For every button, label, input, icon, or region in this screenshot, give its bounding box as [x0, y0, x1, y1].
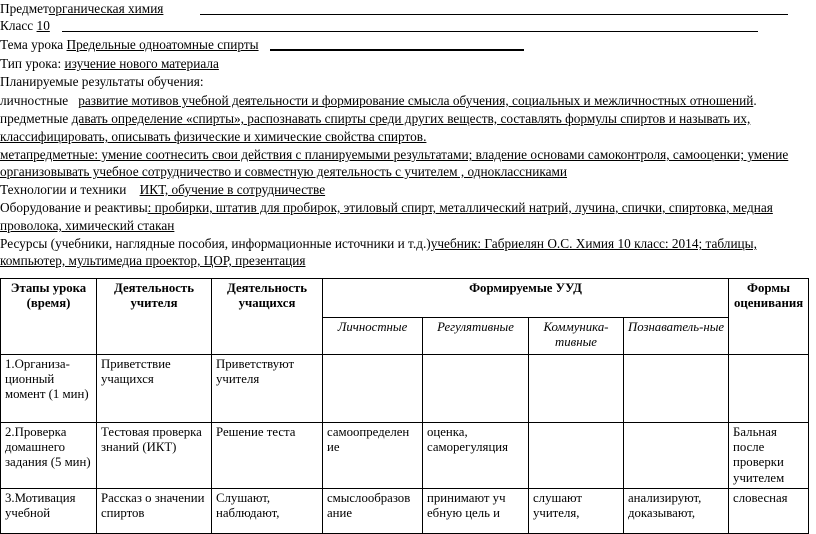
- cell-cognitive: [624, 423, 729, 489]
- meta-line1: [0, 146, 808, 163]
- cell-cognitive: анализируют, доказывают,: [624, 489, 729, 534]
- class-label: Класс: [0, 18, 34, 33]
- topic-value: Предельные одноатомные спирты: [66, 37, 259, 52]
- tech-label: Технологии и техники: [0, 182, 127, 197]
- cell-teacher: Тестовая проверка знаний (ИКТ): [97, 423, 212, 489]
- header-student-activity: Деятельность учащихся: [212, 279, 323, 355]
- resources-label: Ресурсы (учебники, наглядные пособия, информационные источники и т.д.): [0, 236, 431, 251]
- cell-teacher: Рассказ о значении спиртов: [97, 489, 212, 534]
- cell-stage: 2.Проверка домашнего задания (5 мин): [1, 423, 97, 489]
- cell-stage: 1.Организа-ционный момент (1 мин): [1, 355, 97, 423]
- tech-line: [0, 181, 808, 198]
- cell-cognitive: [624, 355, 729, 423]
- subject-label: Предмет: [0, 1, 49, 16]
- equip-text2: проволока, химический стакан: [0, 218, 175, 233]
- equip-line2: [0, 217, 808, 234]
- cell-personal: [323, 355, 423, 423]
- personal-value: развитие мотивов учебной деятельности и формирование смысла обучения, социальных и межличностных отношений: [78, 93, 754, 108]
- cell-regulatory: [423, 355, 529, 423]
- subject-fill-line: [200, 14, 788, 15]
- header-teacher-activity: Деятельность учителя: [97, 279, 212, 355]
- cell-communicative: [529, 355, 624, 423]
- equip-text1: : пробирки, штатив для пробирок, этиловый спирт, металлический натрий, лучина, спички, спиртовка, медная: [147, 200, 773, 215]
- resources-text2: компьютер, мультимедиа проектор, ЦОР, презентация: [0, 253, 306, 268]
- class-value: 10: [36, 18, 50, 33]
- header-assessment-forms: Формы оценивания: [729, 279, 809, 355]
- cell-regulatory: принимают уч ебную цель и: [423, 489, 529, 534]
- cell-students: Решение теста: [212, 423, 323, 489]
- cell-regulatory: оценка, саморегуляция: [423, 423, 529, 489]
- subject-results-line2: [0, 128, 808, 145]
- subject-results-text2: классифицировать, описывать физические и химические свойства спиртов.: [0, 129, 427, 144]
- table-row: [1, 355, 809, 423]
- cell-forms: Бальная после проверки учителем: [729, 423, 809, 489]
- equip-label: Оборудование и реактивы: [0, 200, 148, 215]
- topic-fill-line: [270, 49, 524, 51]
- header-stages: Этапы урока (время): [1, 279, 97, 355]
- cell-forms: [729, 355, 809, 423]
- table-row: [1, 423, 809, 489]
- subheader-communicative: Коммуника-тивные: [529, 318, 624, 355]
- personal-line: [0, 92, 808, 109]
- meta-line2: [0, 163, 808, 180]
- cell-teacher: Приветствие учащихся: [97, 355, 212, 423]
- equip-line1: [0, 199, 808, 216]
- cell-communicative: [529, 423, 624, 489]
- topic-label: Тема урока: [0, 37, 64, 52]
- subject-value: органическая химия: [48, 1, 164, 16]
- cell-personal: смыслообразов ание: [323, 489, 423, 534]
- cell-students: Приветствуют учителя: [212, 355, 323, 423]
- cell-personal: самоопределен ие: [323, 423, 423, 489]
- subject-results-line1: [0, 110, 808, 127]
- cell-communicative: слушают учителя,: [529, 489, 624, 534]
- meta-text1: метапредметные: умение соотнесить свои действия с планируемыми результатами; владение основами самоконтроля, самооценки; умение: [0, 147, 789, 162]
- header-uud: Формируемые УУД: [323, 279, 729, 318]
- resources-line1: [0, 235, 808, 252]
- personal-label: личностные: [0, 93, 69, 108]
- personal-end: .: [753, 93, 757, 108]
- meta-text2: организовывать учебное сотрудничество и совместную деятельность с учителем , одноклассниками: [0, 164, 568, 179]
- planned-results-heading: Планируемые результаты обучения:: [0, 74, 204, 89]
- subject-results-text1: давать определение «спирты», распознавать спирты среди других веществ, составлять формулы спиртов и называть их,: [71, 111, 751, 126]
- type-value: изучение нового материала: [64, 56, 219, 71]
- cell-stage: 3.Мотивация учебной: [1, 489, 97, 534]
- table-row: [1, 489, 809, 534]
- cell-students: Слушают, наблюдают,: [212, 489, 323, 534]
- resources-text1: учебник: Габриелян О.С. Химия 10 класс: 2014; таблицы,: [430, 236, 757, 251]
- class-fill-line: [62, 31, 758, 32]
- resources-line2: [0, 252, 808, 269]
- subheader-personal: Личностные: [323, 318, 423, 355]
- cell-forms: словесная: [729, 489, 809, 534]
- lesson-plan-table: [0, 278, 809, 534]
- subheader-cognitive: Познаватель-ные: [624, 318, 729, 355]
- type-line: [0, 55, 808, 72]
- type-label: Тип урока:: [0, 56, 62, 71]
- tech-value: ИКТ, обучение в сотрудничестве: [139, 182, 326, 197]
- subheader-regulatory: Регулятивные: [423, 318, 529, 355]
- subject-results-label: предметные: [0, 111, 69, 126]
